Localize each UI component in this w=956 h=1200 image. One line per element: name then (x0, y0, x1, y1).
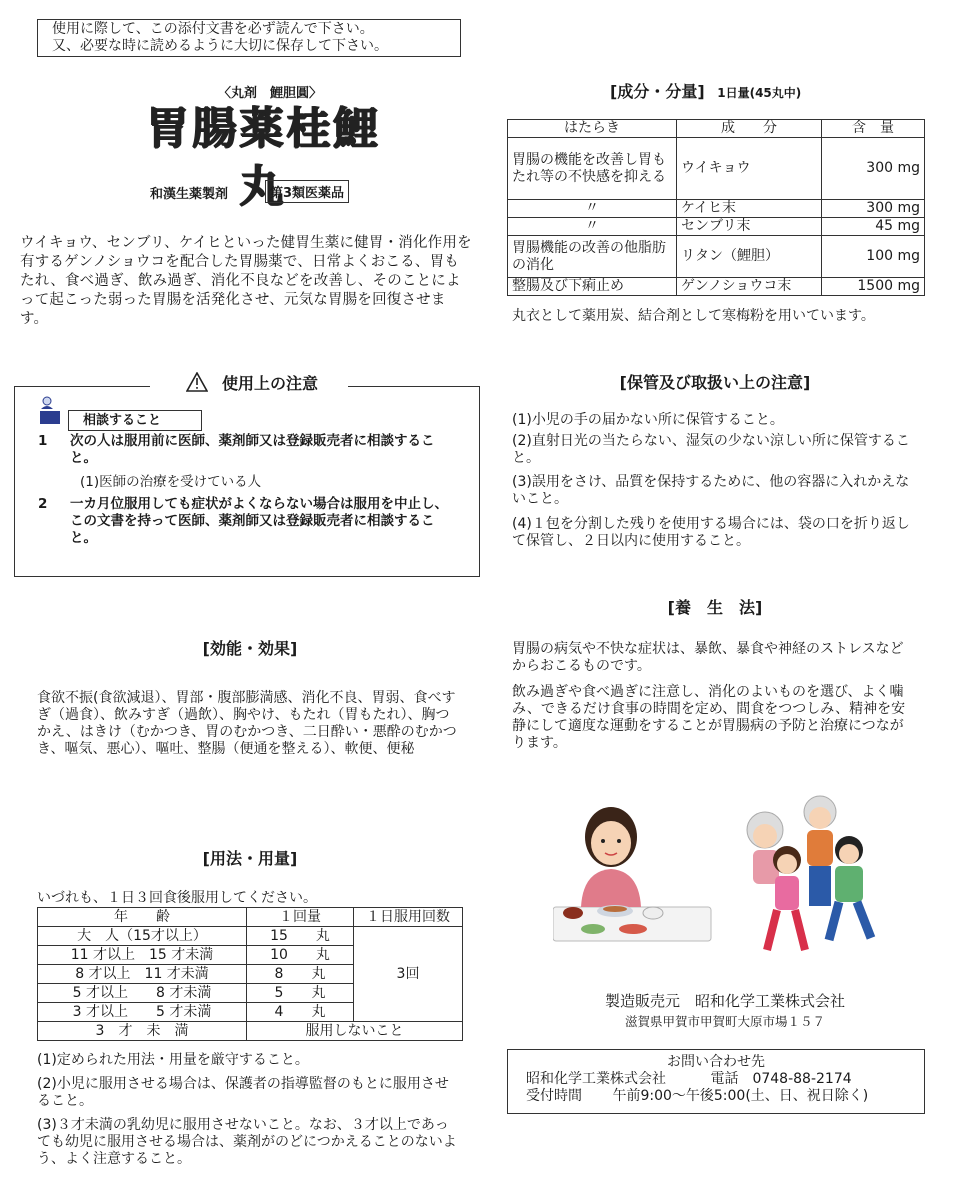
effects-text: 食欲不振(食欲減退）、胃部・腹部膨満感、消化不良、胃弱、食べすぎ（過食）、飲みすぎ（過飲）、胸やけ、もたれ（胃もたれ）、胸つかえ、はきけ（むかつき、胃のむかつき、二日酔い・悪酔のむかつき、嘔気、悪心）、嘔吐、整腸（便通を整える）、軟便、便秘 (37, 690, 457, 757)
ingredients-heading: [成分・分量] (610, 82, 705, 101)
table-row (508, 236, 925, 278)
table-row (508, 278, 925, 296)
contact-company: 昭和化学工業株式会社 (526, 1071, 666, 1087)
storage-heading: [保管及び取扱い上の注意] (619, 373, 811, 392)
table-header-row (38, 908, 463, 927)
health-heading: [養 生 法] (667, 598, 763, 617)
family-exercise-illustration (725, 790, 895, 964)
caution-item-1-text: 次の人は服用前に医師、薬剤師又は登録販売者に相談すること。 (70, 433, 435, 466)
header-times: １日服用回数 (354, 908, 463, 927)
ingredients-daily: 1日量(45丸中) (717, 86, 802, 100)
amount-cell: 300 mg (822, 200, 925, 218)
age-cell: 大 人（15才以上） (38, 927, 247, 946)
dosage-note-1: (1)定められた用法・用量を厳守すること。 (37, 1052, 309, 1068)
dose-cell: 4 丸 (247, 1003, 354, 1022)
storage-item-2: (2)直射日光の当たらない、湿気の少ない涼しい所に保管すること。 (512, 433, 910, 466)
warning-icon (186, 372, 208, 396)
role-cell: 胃腸の機能を改善し胃もたれ等の不快感を抑える (508, 138, 677, 200)
caution-heading (150, 371, 348, 396)
header-name: 成 分 (677, 120, 822, 138)
role-cell: 〃 (508, 218, 677, 236)
health-para-2: 飲み過ぎや食べ過ぎに注意し、消化のよいものを選び、よく噛み、できるだけ食事の時間を定め、間食をつつしみ、精神を安静にして適度な運動をすることが胃腸病の予防と治療につながります。 (512, 684, 906, 751)
contact-box (507, 1049, 925, 1114)
consult-label: 相談すること (68, 410, 202, 431)
notice-line-2: 又、必要な時に読めるように大切に保存して下さい。 (52, 38, 388, 54)
amount-cell: 300 mg (822, 138, 925, 200)
notice-box (37, 19, 461, 57)
storage-item-1: (1)小児の手の届かない所に保管すること。 (512, 412, 784, 428)
age-cell: 3 才以上 5 才未満 (38, 1003, 247, 1022)
maker-type: 和漢生薬製剤 (150, 187, 229, 202)
health-para-1: 胃腸の病気や不快な症状は、暴飲、暴食や神経のストレスなどからおこるものです。 (512, 641, 904, 674)
ingredients-note: 丸衣として薬用炭、結合剤として寒梅粉を用いています。 (512, 308, 875, 324)
contact-hours: 午前9:00～午後5:00(土、日、祝日除く) (612, 1088, 869, 1104)
table-row (508, 138, 925, 200)
ingredients-table (507, 119, 925, 296)
age-cell: 11 才以上 15 才未満 (38, 946, 247, 965)
manufacturer-address: 滋賀県甲賀市甲賀町大原市場１５７ (624, 1014, 825, 1029)
table-header-row (508, 120, 925, 138)
caution-item-2-text: 一カ月位服用しても症状がよくならない場合は服用を中止し、この文書を持って医師、薬剤師又は登録販売者に相談すること。 (70, 496, 448, 546)
header-amount: 含 量 (822, 120, 925, 138)
age-cell: 5 才以上 8 才未満 (38, 984, 247, 1003)
header-role: はたらき (508, 120, 677, 138)
amount-cell: 45 mg (822, 218, 925, 236)
product-subtitle: 〈丸剤 鯉胆圓〉 (217, 86, 322, 101)
notice-line-1: 使用に際して、この添付文書を必ず読んで下さい。 (52, 21, 374, 37)
caution-item-2-num: 2 (38, 496, 48, 512)
dosage-note-2: (2)小児に服用させる場合は、保護者の指導監督のもとに服用させること。 (37, 1076, 449, 1109)
name-cell: リタン（鯉胆） (677, 236, 822, 278)
dose-cell: 服用しないこと (247, 1022, 463, 1041)
dosage-note-3: (3)３才未満の乳幼児に服用させないこと。なお、３才以上であっても幼児に服用させる場合は、薬剤がのどにつかえることのないよう、よく注意すること。 (37, 1117, 457, 1167)
header-age: 年 齢 (38, 908, 247, 927)
age-cell: 3 才 未 満 (38, 1022, 247, 1041)
dosage-heading: [用法・用量] (202, 849, 298, 868)
storage-item-4: (4)１包を分割した残りを使用する場合には、袋の口を折り返して保管し、２日以内に使用すること。 (512, 516, 910, 549)
contact-hours-label: 受付時間 (526, 1088, 582, 1104)
dosage-table (37, 907, 463, 1041)
table-row (508, 218, 925, 236)
name-cell: ケイヒ末 (677, 200, 822, 218)
caution-item-1-num: 1 (38, 433, 48, 449)
dosage-intro: いづれも、１日３回食後服用してください。 (37, 890, 317, 906)
contact-phone: 電話 0748-88-2174 (710, 1071, 852, 1087)
table-row (38, 927, 463, 946)
dose-cell: 15 丸 (247, 927, 354, 946)
dose-cell: 5 丸 (247, 984, 354, 1003)
times-cell: 3回 (354, 927, 463, 1022)
meal-illustration (553, 795, 713, 949)
consult-person-icon (35, 395, 63, 429)
effects-heading: [効能・効果] (202, 639, 298, 658)
contact-title: お問い合わせ先 (667, 1054, 765, 1070)
name-cell: センブリ末 (677, 218, 822, 236)
name-cell: ウイキョウ (677, 138, 822, 200)
name-cell: ゲンノショウコ末 (677, 278, 822, 296)
caution-item-1-sub: (1)医師の治療を受けている人 (80, 474, 262, 490)
ingredients-heading-row (610, 79, 801, 102)
intro-text: ウイキョウ、センブリ、ケイヒといった健胃生薬に健胃・消化作用を有するゲンノショウコを配合した胃腸薬で、日常よくおこる、胃もたれ、食べ過ぎ、飲み過ぎ、消化不良などを改善し、そのことによって起こった弱った胃腸を活発化させ、元気な胃腸を回復させます。 (20, 235, 472, 327)
table-row (508, 200, 925, 218)
age-cell: 8 才以上 11 才未満 (38, 965, 247, 984)
product-name: 胃腸薬桂鯉丸 (145, 103, 381, 212)
role-cell: 胃腸機能の改善の他脂肪の消化 (508, 236, 677, 278)
amount-cell: 100 mg (822, 236, 925, 278)
dose-cell: 8 丸 (247, 965, 354, 984)
storage-item-3: (3)誤用をさけ、品質を保持するために、他の容器に入れかえないこと。 (512, 474, 910, 507)
dose-cell: 10 丸 (247, 946, 354, 965)
header-dose: １回量 (247, 908, 354, 927)
role-cell: 〃 (508, 200, 677, 218)
role-cell: 整腸及び下痢止め (508, 278, 677, 296)
caution-heading-text: 使用上の注意 (221, 374, 318, 393)
category-badge: 第3類医薬品 (265, 180, 349, 203)
manufacturer-label: 製造販売元 昭和化学工業株式会社 (604, 992, 845, 1010)
table-row (38, 1022, 463, 1041)
amount-cell: 1500 mg (822, 278, 925, 296)
